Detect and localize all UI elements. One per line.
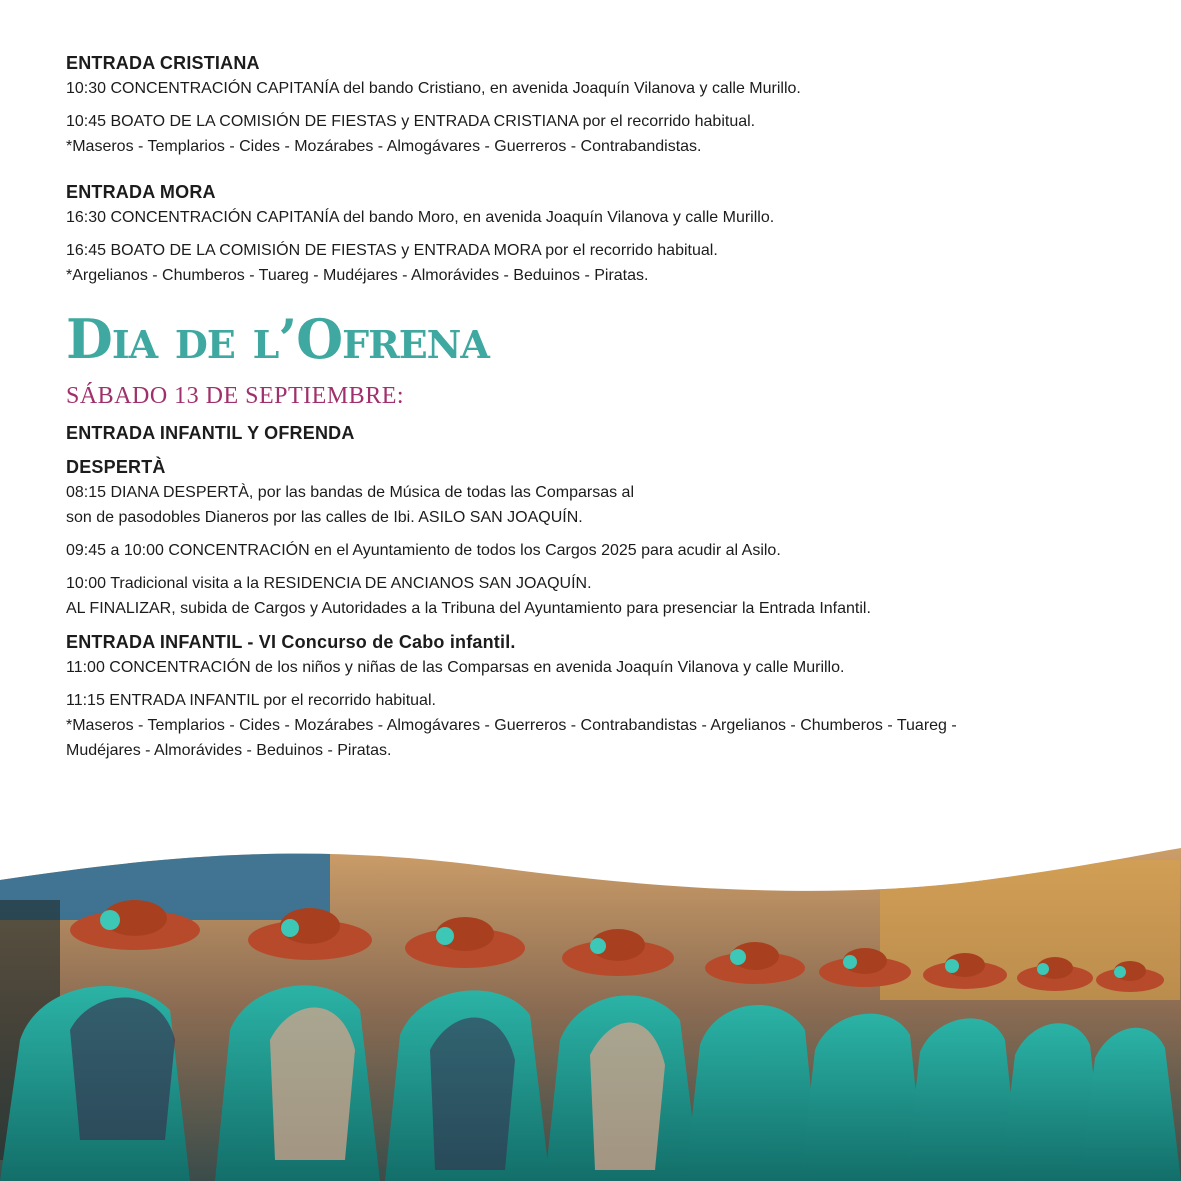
entrada-infantil-ofrenda-heading: ENTRADA INFANTIL Y OFRENDA	[66, 423, 355, 443]
entrada-cristiana-heading: ENTRADA CRISTIANA	[66, 53, 260, 73]
desperta-diana-1: 08:15 DIANA DESPERTÀ, por las bandas de Música de todas las Comparsas al	[66, 484, 634, 501]
cristiana-boato: 10:45 BOATO DE LA COMISIÓN DE FIESTAS y ENTRADA CRISTIANA por el recorrido habitual.	[66, 113, 756, 130]
entrada-infantil-heading: ENTRADA INFANTIL - VI Concurso de Cabo infantil.	[66, 632, 516, 652]
desperta-visita: 10:00 Tradicional visita a la RESIDENCIA DE ANCIANOS SAN JOAQUÍN.	[66, 575, 592, 592]
desperta-diana-2: son de pasodobles Dianeros por las calles de Ibi. ASILO SAN JOAQUÍN.	[66, 509, 583, 526]
cristiana-concentracion: 10:30 CONCENTRACIÓN CAPITANÍA del bando Cristiano, en avenida Joaquín Vilanova y calle Murillo.	[66, 80, 801, 97]
mora-concentracion: 16:30 CONCENTRACIÓN CAPITANÍA del bando Moro, en avenida Joaquín Vilanova y calle Murillo.	[66, 209, 775, 226]
infantil-comparsas-1: *Maseros - Templarios - Cides - Mozárabes - Almogávares - Guerreros - Contrabandistas - Argelianos - Chumberos - Tuareg -	[66, 717, 957, 734]
desperta-heading: DESPERTÀ	[66, 457, 166, 477]
infantil-comparsas-2: Mudéjares - Almorávides - Beduinos - Piratas.	[66, 742, 392, 759]
desperta-finalizar: AL FINALIZAR, subida de Cargos y Autoridades a la Tribuna del Ayuntamiento para presenciar la Entrada Infantil.	[66, 600, 871, 617]
infantil-entrada: 11:15 ENTRADA INFANTIL por el recorrido habitual.	[66, 692, 436, 709]
entrada-mora-heading: ENTRADA MORA	[66, 182, 216, 202]
page-title: Dia de l’Ofrena	[66, 307, 489, 371]
parade-photo	[0, 840, 1181, 1181]
infantil-concentracion: 11:00 CONCENTRACIÓN de los niños y niñas de las Comparsas en avenida Joaquín Vilanova y calle Murillo.	[66, 659, 845, 676]
schedule-content	[66, 50, 1136, 763]
mora-boato: 16:45 BOATO DE LA COMISIÓN DE FIESTAS y ENTRADA MORA por el recorrido habitual.	[66, 242, 718, 259]
date-subtitle: SÁBADO 13 DE SEPTIEMBRE:	[66, 383, 405, 409]
mora-comparsas: *Argelianos - Chumberos - Tuareg - Mudéjares - Almorávides - Beduinos - Piratas.	[66, 267, 649, 284]
cristiana-comparsas: *Maseros - Templarios - Cides - Mozárabes - Almogávares - Guerreros - Contrabandistas.	[66, 138, 702, 155]
desperta-concentracion: 09:45 a 10:00 CONCENTRACIÓN en el Ayuntamiento de todos los Cargos 2025 para acudir al Asilo.	[66, 542, 781, 559]
